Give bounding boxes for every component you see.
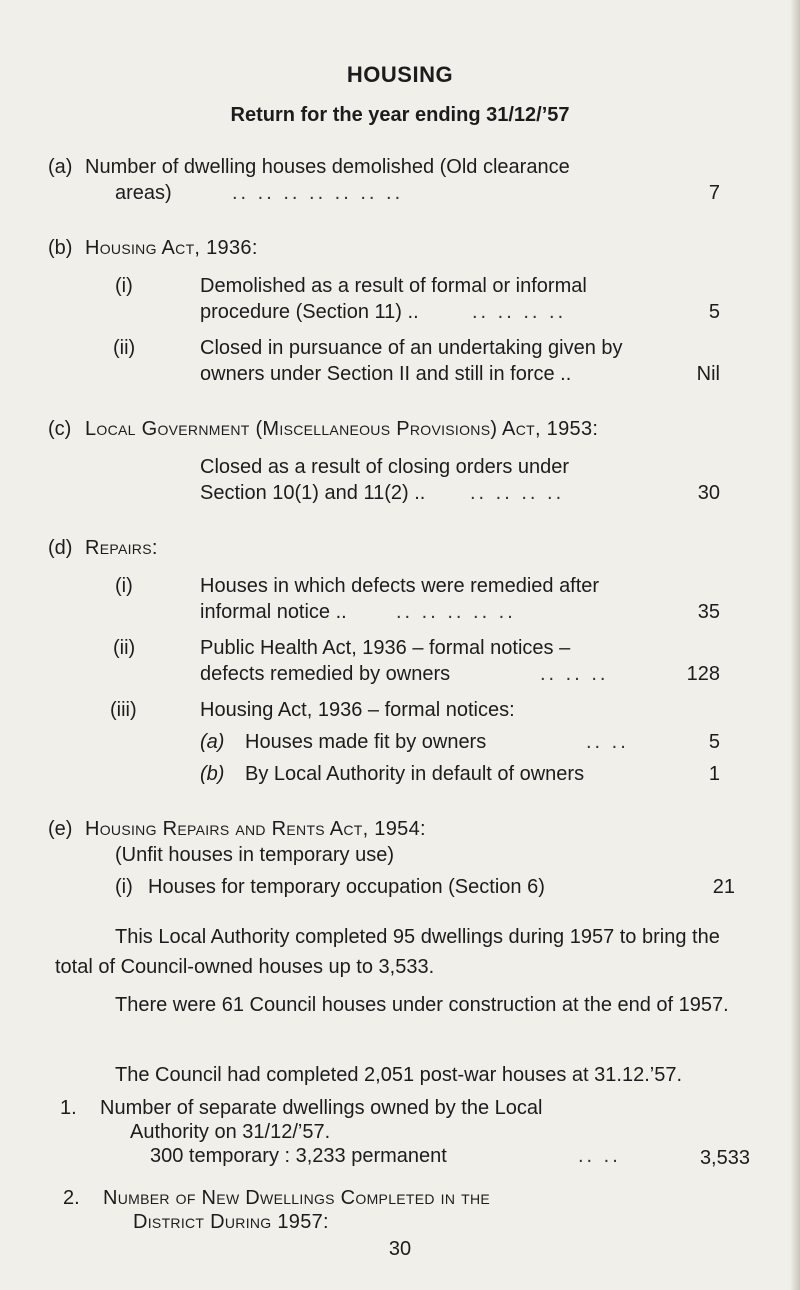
item-1-line3: 300 temporary : 3,233 permanent [150,1145,447,1167]
section-d-iii-marker: (iii) [110,699,137,721]
section-a-value: 7 [708,182,720,204]
section-d-heading: Repairs: [85,537,158,559]
section-e-heading: Housing Repairs and Rents Act, 1954: [85,818,426,840]
section-c-heading: Local Government (Miscellaneous Provisions) Act, 1953: [85,418,599,440]
section-c-leader: .. .. .. .. [470,482,565,504]
section-d-iii-a-marker: (a) [200,731,225,753]
section-d-iii-a-value: 5 [708,731,720,753]
section-d-iii-a-text: Houses made fit by owners [245,731,487,753]
paragraph-post-war-houses: The Council had completed 2,051 post-war houses at 31.12.’57. [115,1064,683,1086]
section-d-ii-leader: .. .. .. [540,663,609,685]
page-subtitle: Return for the year ending 31/12/’57 [230,104,570,126]
section-c-line2: Section 10(1) and 11(2) .. [200,482,426,504]
section-d-iii-line1: Housing Act, 1936 – formal notices: [200,699,515,721]
section-c-marker: (c) [48,418,72,440]
section-b-i-line1: Demolished as a result of formal or informal [200,275,587,297]
section-b-heading: Housing Act, 1936: [85,237,258,259]
item-2-line1: Number of New Dwellings Completed in the [103,1187,491,1209]
item-1-marker: 1. [60,1097,77,1119]
section-a-line2: areas) [115,182,172,204]
paragraph-completed-dwellings: This Local Authority completed 95 dwellings during 1957 to bring the total of Council-owned houses up to 3,533. [55,926,720,978]
section-b-i-line2: procedure (Section 11) .. [200,301,419,323]
section-d-ii-marker: (ii) [113,637,136,659]
item-2-marker: 2. [63,1187,80,1209]
section-c-line1: Closed as a result of closing orders under [200,456,570,478]
item-1-line1: Number of separate dwellings owned by the Local [100,1097,543,1119]
section-b-ii-line2: owners under Section II and still in force .. [200,363,572,385]
section-b-marker: (b) [48,237,73,259]
section-d-ii-line2: defects remedied by owners [200,663,451,685]
section-e-i-text: Houses for temporary occupation (Section 6) [148,876,545,898]
section-d-iii-b-text: By Local Authority in default of owners [245,763,585,785]
section-a-marker: (a) [48,156,73,178]
section-d-iii-a-leader: .. .. [586,731,629,753]
item-2-line2: District During 1957: [133,1211,329,1233]
page-title: HOUSING [346,62,454,87]
page-edge-shadow [790,0,800,1290]
section-e-i-value: 21 [712,876,735,898]
section-b-ii-marker: (ii) [113,337,136,359]
section-d-ii-line1: Public Health Act, 1936 – formal notices – [200,637,571,659]
section-d-iii-b-value: 1 [708,763,720,785]
section-d-i-value: 35 [697,601,720,623]
page-number: 30 [388,1238,412,1260]
section-b-ii-value: Nil [696,363,720,385]
item-1-line2: Authority on 31/12/’57. [130,1121,331,1143]
section-a-line1: Number of dwelling houses demolished (Old clearance [85,156,570,178]
section-d-i-line1: Houses in which defects were remedied after [200,575,600,597]
section-b-i-leader: .. .. .. .. [472,301,567,323]
section-e-i-marker: (i) [115,876,133,898]
paragraph-under-construction: There were 61 Council houses under construction at the end of 1957. [115,994,729,1016]
section-e-marker: (e) [48,818,73,840]
section-a-leader: .. .. .. .. .. .. .. [232,182,404,204]
section-b-ii-line1: Closed in pursuance of an undertaking given by [200,337,623,359]
section-e-subheading: (Unfit houses in temporary use) [115,844,395,866]
section-d-ii-value: 128 [686,663,720,685]
item-1-leader: .. .. [578,1145,621,1167]
section-d-marker: (d) [48,537,73,559]
section-c-value: 30 [697,482,720,504]
item-1-value: 3,533 [699,1147,750,1169]
section-b-i-marker: (i) [115,275,133,297]
section-d-iii-b-marker: (b) [200,763,225,785]
section-d-i-marker: (i) [115,575,133,597]
section-d-i-leader: .. .. .. .. .. [396,601,516,623]
section-b-i-value: 5 [708,301,720,323]
section-d-i-line2: informal notice .. [200,601,347,623]
